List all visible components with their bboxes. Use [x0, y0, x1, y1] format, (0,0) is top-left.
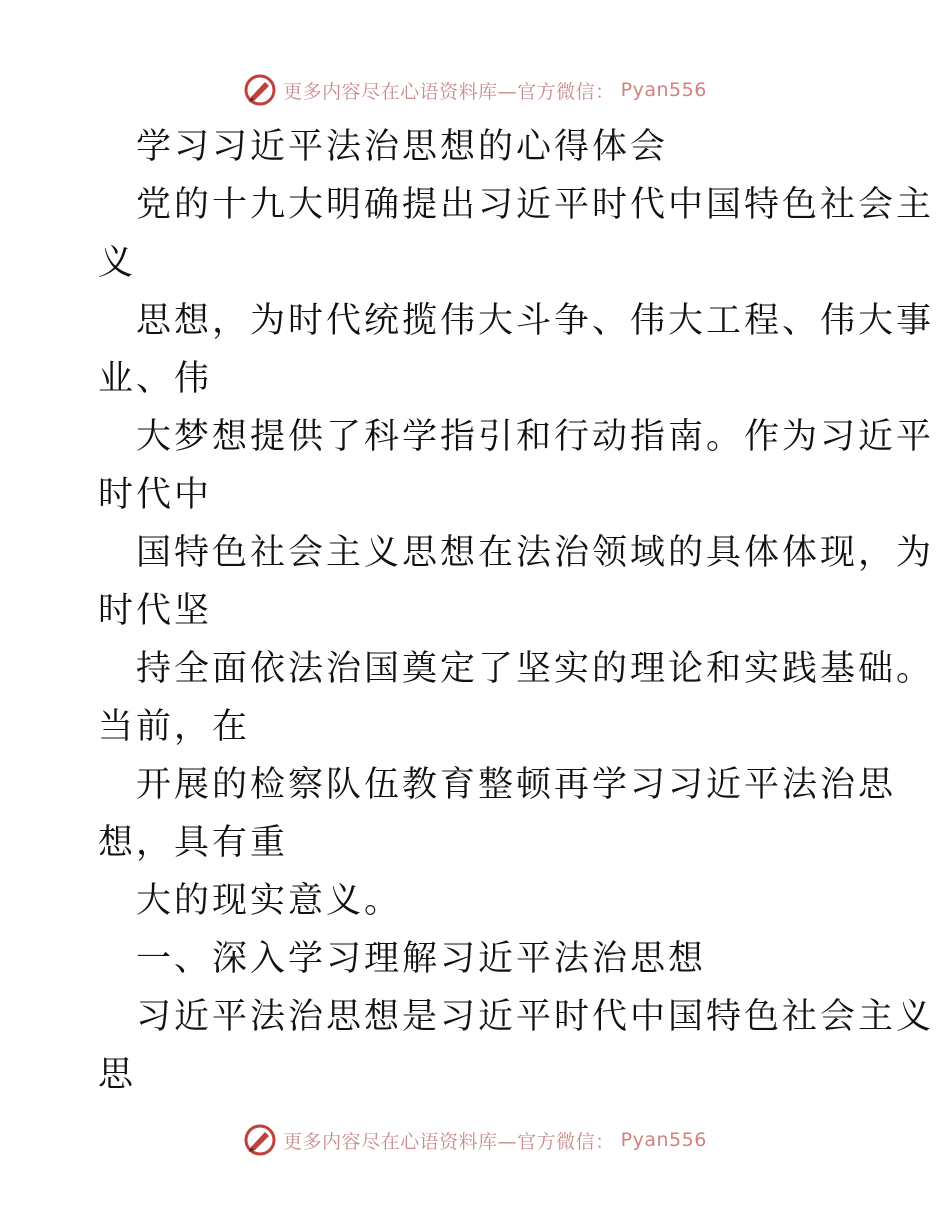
text-line: 持全面依法治国奠定了坚实的理论和实践基础。 — [136, 649, 935, 689]
watermark-prefix: 更多内容尽在心语资料库—官方微信： — [283, 80, 615, 103]
text-line: 思 — [98, 1055, 137, 1095]
text-line: 一、深入学习理解习近平法治思想 — [136, 939, 707, 979]
pen-circle-logo-icon — [243, 1123, 277, 1157]
text-line: 开展的检察队伍教育整顿再学习习近平法治思 — [136, 765, 897, 805]
text-line: 国特色社会主义思想在法治领域的具体体现，为 — [136, 533, 935, 573]
watermark-id: Pyan556 — [620, 1129, 707, 1151]
text-line: 思想，为时代统揽伟大斗争、伟大工程、伟大事 — [136, 301, 935, 341]
footer-watermark — [0, 1120, 950, 1160]
text-line: 当前，在 — [98, 707, 251, 747]
watermark-prefix: 更多内容尽在心语资料库—官方微信： — [283, 1130, 615, 1153]
header-watermark — [0, 70, 950, 110]
text-line: 党的十九大明确提出习近平时代中国特色社会主 — [136, 185, 935, 225]
watermark-id: Pyan556 — [620, 79, 707, 101]
text-line: 时代中 — [98, 475, 213, 515]
text-line: 义 — [98, 243, 137, 283]
text-line: 业、伟 — [98, 359, 213, 399]
text-line: 学习习近平法治思想的心得体会 — [136, 127, 669, 167]
text-line: 大梦想提供了科学指引和行动指南。作为习近平 — [136, 417, 935, 457]
pen-circle-logo-icon — [243, 73, 277, 107]
text-line: 时代坚 — [98, 591, 213, 631]
text-line: 大的现实意义。 — [136, 881, 403, 921]
text-line: 想，具有重 — [98, 823, 289, 863]
document-body — [98, 118, 935, 1104]
text-line: 习近平法治思想是习近平时代中国特色社会主义 — [136, 997, 935, 1037]
